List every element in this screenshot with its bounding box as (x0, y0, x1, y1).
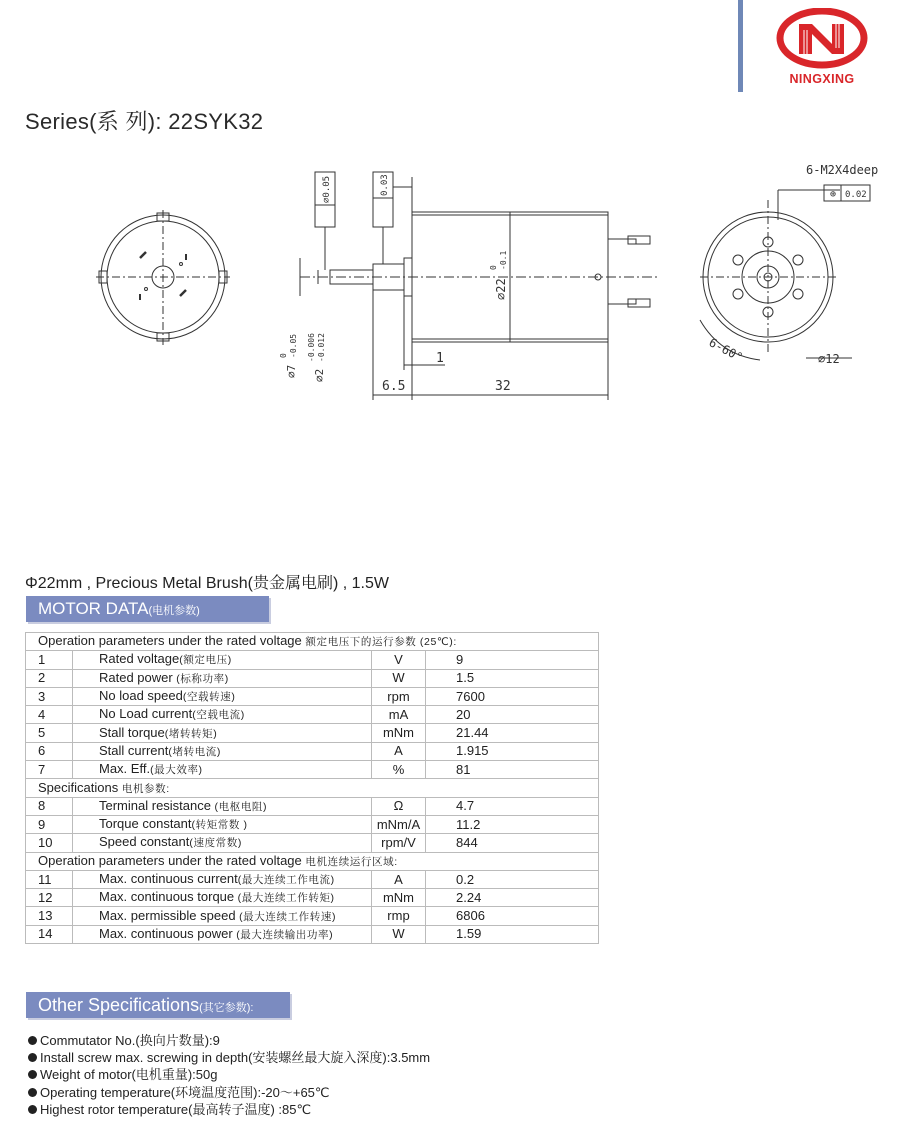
table-row: 6 Stall current(堵转电流) A 1.915 (26, 742, 599, 760)
body-len: 32 (495, 379, 511, 394)
other-specs-list (28, 1032, 430, 1118)
body-dim: ⌀22 (494, 278, 508, 300)
shaft-base-tol-lower: -0.05 (289, 333, 298, 358)
table-row: 14 Max. continuous power (最大连续输出功率) W 1.59 (26, 925, 599, 943)
brand-name: NINGXING (789, 72, 855, 86)
side-view (279, 172, 660, 400)
angle: 6-60° (706, 335, 746, 365)
table-row: 7 Max. Eff.(最大效率) % 81 (26, 761, 599, 779)
runout-tol: 0.03 (380, 174, 390, 196)
rear-view (700, 163, 878, 366)
position-tol: 0.02 (845, 190, 867, 200)
shaft-dim: ⌀2 (313, 368, 326, 382)
motor-data-title-cn: (电机参数) (148, 605, 200, 617)
other-specs-header (26, 992, 290, 1018)
shaft-tol-upper: -0.006 (307, 333, 316, 362)
table-row: 2 Rated power (标称功率) W 1.5 (26, 669, 599, 687)
table-section-row: Operation parameters under the rated voltage 电机连续运行区域: (26, 852, 599, 870)
table-row: 1 Rated voltage(额定电压) V 9 (26, 651, 599, 669)
list-item: Weight of motor(电机重量):50g (28, 1066, 430, 1083)
boss-len: 1 (436, 351, 444, 366)
pcd: ⌀12 (818, 352, 840, 366)
shaft-tol-lower: -0.012 (317, 333, 326, 362)
table-row: 13 Max. permissible speed (最大连续工作转速) rmp 6806 (26, 907, 599, 925)
list-item: Install screw max. screwing in depth(安装螺丝最大旋入深度):3.5mm (28, 1049, 430, 1066)
front-view (96, 210, 230, 345)
body-tol-lower: -0.1 (499, 250, 508, 270)
motor-data-header (26, 596, 269, 622)
other-specs-title-cn: (其它参数): (199, 1002, 254, 1014)
body-tol-upper: 0 (489, 265, 498, 270)
table-row: 12 Max. continuous torque (最大连续工作转矩) mNm 2.24 (26, 889, 599, 907)
other-specs-title: Other Specifications (38, 995, 200, 1015)
table-section-row: Operation parameters under the rated voltage 额定电压下的运行参数 (25℃): (26, 633, 599, 651)
motor-data-table (25, 632, 599, 944)
table-row: 11 Max. continuous current(最大连续工作电流) A 0.2 (26, 870, 599, 888)
series-title (25, 105, 263, 136)
shaft-base-tol-upper: 0 (279, 353, 288, 358)
table-row: 3 No load speed(空载转速) rpm 7600 (26, 687, 599, 705)
flatness-tol: ⌀0.05 (322, 175, 332, 203)
accent-bar (738, 0, 743, 92)
list-item: Commutator No.(换向片数量):9 (28, 1032, 430, 1049)
shaft-base-dim: ⌀7 (285, 364, 298, 378)
table-row: 4 No Load current(空载电流) mA 20 (26, 706, 599, 724)
shaft-len: 6.5 (382, 379, 406, 394)
table-row: 9 Torque constant(转矩常数 ) mNm/A 11.2 (26, 815, 599, 833)
motor-drawing (0, 160, 920, 420)
table-row: 5 Stall torque(堵转转矩) mNm 21.44 (26, 724, 599, 742)
series-label: Series(系 列): (25, 109, 162, 134)
list-item: Highest rotor temperature(最高转子温度) :85℃ (28, 1101, 430, 1118)
series-model: 22SYK32 (168, 109, 264, 134)
screw-note: 6-M2X4deep (806, 163, 879, 177)
svg-text:⊕: ⊕ (830, 189, 837, 200)
table-section-row: Specifications 电机参数: (26, 779, 599, 797)
table-row: 10 Speed constant(速度常数) rpm/V 844 (26, 834, 599, 852)
table-row: 8 Terminal resistance (电枢电阻) Ω 4.7 (26, 797, 599, 815)
motor-subtitle: Φ22mm , Precious Metal Brush(贵金属电刷) , 1.5W (25, 575, 389, 592)
list-item: Operating temperature(环境温度范围):-20～+65℃ (28, 1084, 430, 1101)
motor-data-title: MOTOR DATA (38, 599, 149, 618)
